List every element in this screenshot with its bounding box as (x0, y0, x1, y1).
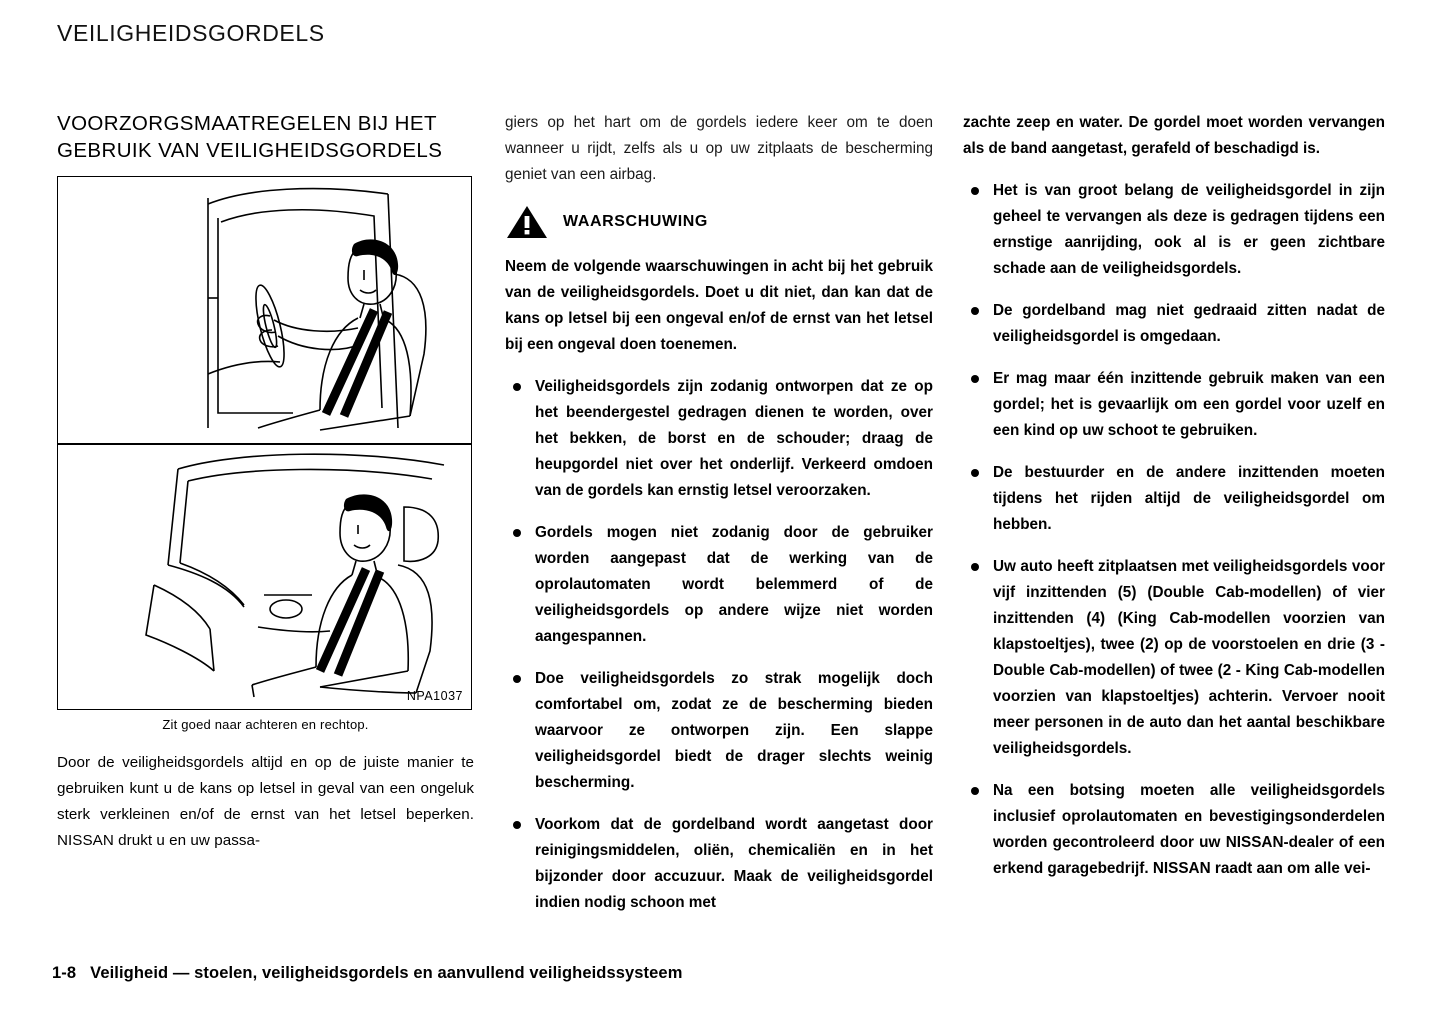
list-item: Voorkom dat de gordelband wordt aangetast door reinigingsmiddelen, oliën, chemicaliën en in het bijzonder door accuzuur. Maak de veiligheidsgordel indien nodig schoon met (505, 812, 933, 916)
column-middle-lead: giers op het hart om de gordels iedere keer om te doen wanneer u rijdt, zelfs als u op uw zitplaats de bescherming geniet van een airbag. (505, 114, 933, 183)
list-item: Er mag maar één inzittende gebruik maken van een gordel; het is gevaarlijk om een gordel voor uzelf en een kind op uw schoot te gebruiken. (963, 366, 1385, 444)
warning-label: WAARSCHUWING (563, 213, 708, 230)
column-right-lead: zachte zeep en water. De gordel moet worden vervangen als de band aangetast, gerafeld of beschadigd is. (963, 114, 1385, 157)
list-item: Veiligheidsgordels zijn zodanig ontworpen dat ze op het beendergestel gedragen dienen te worden, over het bekken, de borst en de schouder; draag de heupgordel niet over het onderlijf. Verkeerd omdoen van de gordels kan ernstig letsel veroorzaken. (505, 374, 933, 504)
page-footer (52, 964, 682, 983)
warning-triangle-icon (505, 204, 549, 240)
section-title: VOORZORGSMAATREGELEN BIJ HET GEBRUIK VAN VEILIGHEIDSGORDELS (57, 112, 443, 162)
list-item: De bestuurder en de andere inzittenden moeten tijdens het rijden altijd de veiligheidsgordel om hebben. (963, 460, 1385, 538)
list-item: Uw auto heeft zitplaatsen met veiligheidsgordels voor vijf inzittenden (5) (Double Cab-modellen) of vier inzittenden (4) (King Cab-modellen voorzien van klapstoeltjes), twee (2) op de voorstoelen en drie (3 - Double Cab-modellen) of twee (2 - King Cab-modellen voorzien van klapstoeltjes) achterin. Vervoer nooit meer personen in de auto dan het aantal beschikbare veiligheidsgordels. (963, 554, 1385, 762)
figure-code: NPA1037 (406, 689, 463, 703)
column-left-body-text: Door de veiligheidsgordels altijd en op de juiste manier te gebruiken kunt u de kans op letsel in geval van een ongeluk sterk verkleinen en/of de ernst van het letsel beperken. NISSAN drukt u en uw passa- (57, 754, 474, 849)
page-number: 1-8 (52, 964, 77, 982)
page-title: VEILIGHEIDSGORDELS (57, 20, 325, 46)
column-middle (505, 110, 933, 932)
list-item: Doe veiligheidsgordels zo strak mogelijk doch comfortabel om, zodat ze de bescherming bieden waarvoor ze ontworpen zijn. Een slappe veiligheidsgordel biedt de drager slechts weinig bescherming. (505, 666, 933, 796)
passenger-seatbelt-illustration (58, 445, 471, 707)
illustration-figure (57, 176, 472, 710)
column-right (963, 110, 1385, 898)
warning-intro: Neem de volgende waarschuwingen in acht bij het gebruik van de veiligheidsgordels. Doet u dit niet, dan kan dat de kans op letsel bij een ongeval en/of de ernst van het letsel bij een ongeval doen toenemen. (505, 258, 933, 353)
list-item: Het is van groot belang de veiligheidsgordel in zijn geheel te vervangen als deze is gedragen tijdens een ernstige aanrijding, ook al is er geen zichtbare schade aan de veiligheidsgordels. (963, 178, 1385, 282)
list-item: Na een botsing moeten alle veiligheidsgordels inclusief oprolautomaten en bevestigingsonderdelen worden gecontroleerd door uw NISSAN-dealer of een erkend garagebedrijf. NISSAN raadt aan om alle vei- (963, 778, 1385, 882)
list-item: De gordelband mag niet gedraaid zitten nadat de veiligheidsgordel is omgedaan. (963, 298, 1385, 350)
figure-caption: Zit goed naar achteren en rechtop. (162, 717, 369, 732)
column-left (57, 110, 474, 854)
warning-bullet-list-continued (963, 178, 1385, 882)
warning-header (505, 204, 933, 240)
list-item: Gordels mogen niet zodanig door de gebruiker worden aangepast dat de werking van de oprolautomaten wordt belemmerd of de veiligheidsgordels op andere wijze niet worden aangespannen. (505, 520, 933, 650)
footer-chapter-title: Veiligheid — stoelen, veiligheidsgordels en aanvullend veiligheidssysteem (90, 964, 683, 982)
driver-seatbelt-illustration (58, 178, 471, 442)
warning-bullet-list (505, 374, 933, 916)
